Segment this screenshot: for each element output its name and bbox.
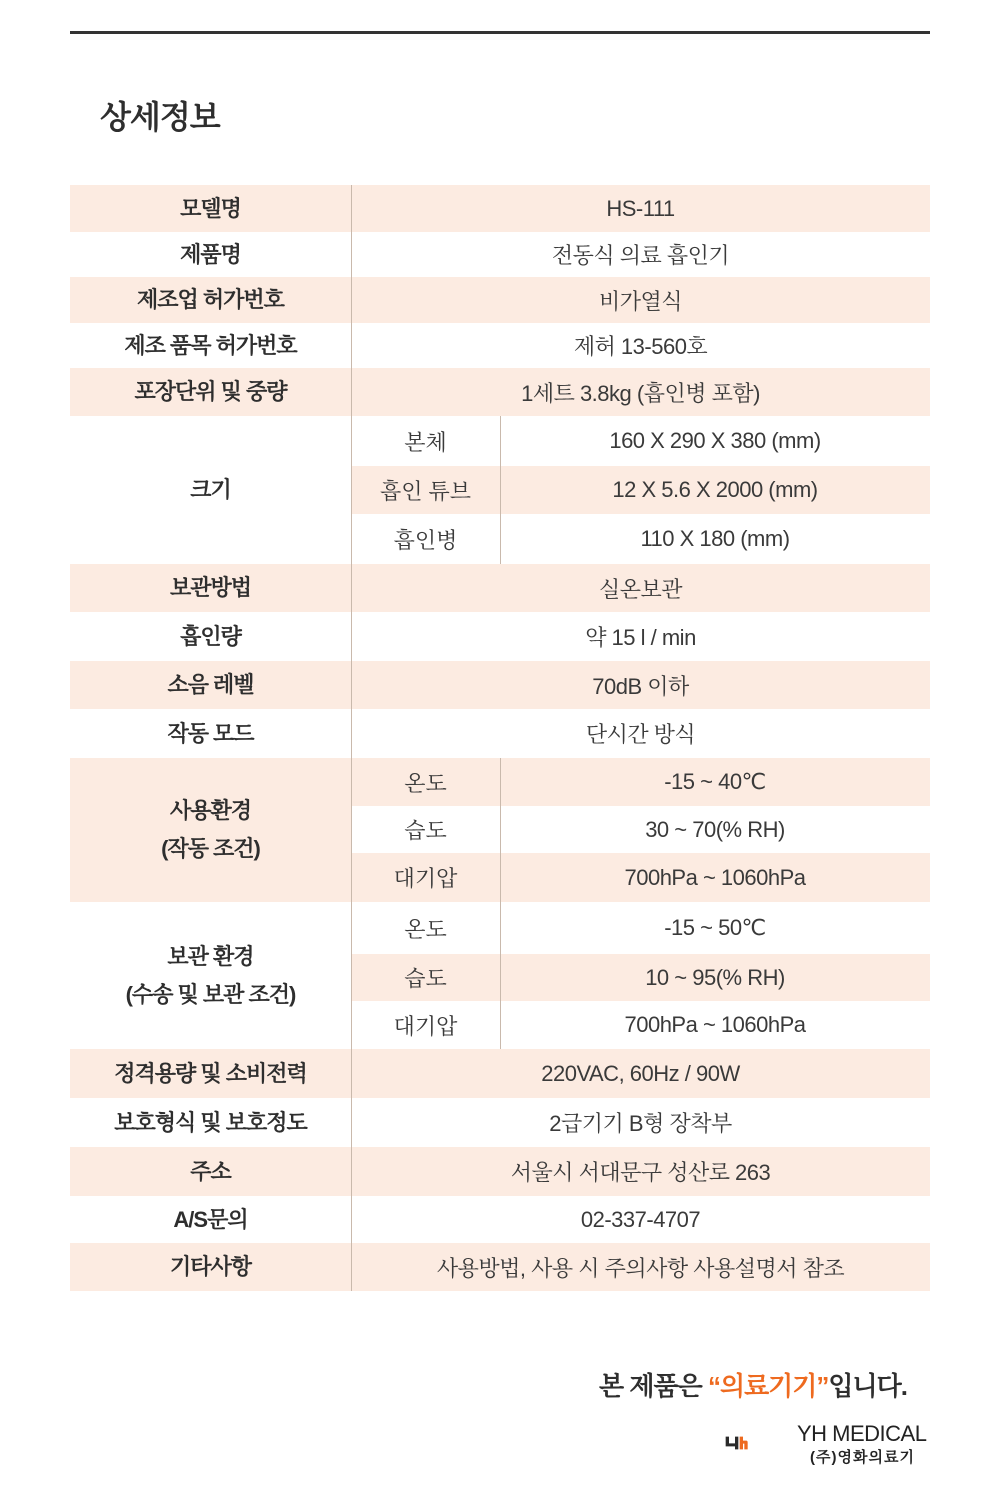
spec-label: 포장단위 및 중량: [134, 379, 287, 404]
spec-group-label-line1: 사용환경: [169, 798, 251, 823]
spec-subrow: [351, 954, 930, 1001]
spec-row-product: [70, 232, 930, 277]
spec-row-address: [70, 1147, 930, 1196]
spec-subrow: [351, 416, 930, 466]
spec-row-item-license: [70, 323, 930, 368]
medical-device-notice: [599, 1366, 907, 1403]
spec-sublabel: 온도: [404, 916, 447, 942]
spec-group-size: [70, 416, 930, 564]
notice-highlight: “의료기기”: [707, 1371, 829, 1401]
spec-subrow: [351, 1001, 930, 1049]
spec-value: 단시간 방식: [585, 722, 696, 747]
spec-row-mode: [70, 709, 930, 758]
spec-sublabel: 습도: [404, 818, 447, 843]
spec-row-protection: [70, 1098, 930, 1147]
spec-table: [70, 185, 930, 1291]
spec-group-label: [70, 758, 351, 902]
spec-label: 보관방법: [169, 575, 251, 600]
spec-value: 220VAC, 60Hz / 90W: [541, 1060, 740, 1086]
spec-subvalue: 10 ~ 95(% RH): [645, 964, 785, 990]
spec-group-operating-env: [70, 758, 930, 902]
spec-label: 정격용량 및 소비전력: [114, 1060, 307, 1086]
spec-value: 사용방법, 사용 시 주의사항 사용설명서 참조: [436, 1255, 845, 1281]
spec-subvalue: 12 X 5.6 X 2000 (mm): [612, 477, 818, 502]
spec-subvalue: 700hPa ~ 1060hPa: [624, 1012, 806, 1037]
spec-label: 보호형식 및 보호정도: [114, 1109, 307, 1135]
spec-value: 서울시 서대문구 성산로 263: [510, 1160, 771, 1185]
spec-subrow: [351, 902, 930, 954]
spec-sublabel: 온도: [404, 770, 447, 796]
spec-row-model: [70, 185, 930, 232]
spec-row-suction: [70, 612, 930, 661]
spec-sublabel: 대기압: [393, 1013, 458, 1039]
spec-subrow: [351, 758, 930, 806]
spec-subrow: [351, 853, 930, 902]
spec-value: 실온보관: [598, 576, 682, 602]
spec-row-package: [70, 368, 930, 416]
spec-label: 주소: [190, 1158, 231, 1184]
spec-label: 소음 레벨: [167, 672, 254, 697]
spec-subvalue: 700hPa ~ 1060hPa: [624, 864, 806, 890]
spec-group-label: [70, 902, 351, 1049]
spec-group-storage-env: [70, 902, 930, 1049]
spec-label: 작동 모드: [167, 720, 254, 746]
spec-value: 1세트 3.8kg (흡인병 포함): [521, 380, 760, 406]
spec-value: 02-337-4707: [580, 1206, 701, 1232]
brand-name-kr: (주)영화의료기: [810, 1449, 915, 1466]
spec-group-label-line1: 보관 환경: [167, 943, 254, 969]
spec-label: 기타사항: [169, 1254, 251, 1279]
page-title: 상세정보: [100, 99, 220, 135]
spec-row-power: [70, 1049, 930, 1098]
spec-row-etc: [70, 1243, 930, 1291]
spec-group-label-line2: (작동 조건): [161, 836, 260, 861]
brand-name-en: YH MEDICAL: [797, 1421, 927, 1446]
spec-label: A/S문의: [173, 1206, 248, 1232]
spec-sublabel: 습도: [404, 966, 447, 991]
spec-sublabel: 대기압: [393, 866, 458, 891]
spec-sublabel: 흡인병: [393, 527, 458, 553]
spec-row-mfg-license: [70, 277, 930, 323]
spec-row-storage-method: [70, 564, 930, 612]
spec-label: 모델명: [180, 195, 241, 221]
spec-subrow: [351, 466, 930, 514]
spec-value: 70dB 이하: [592, 673, 689, 699]
spec-subvalue: -15 ~ 50℃: [664, 915, 766, 940]
spec-group-label: 크기: [70, 416, 351, 564]
spec-value: 2급기기 B형 장착부: [549, 1111, 732, 1136]
notice-suffix: 입니다.: [828, 1371, 907, 1401]
spec-subrow: [351, 806, 930, 853]
spec-subvalue: 110 X 180 (mm): [640, 526, 790, 551]
spec-row-as: [70, 1196, 930, 1243]
spec-label: 제조 품목 허가번호: [124, 332, 297, 358]
spec-subvalue: 30 ~ 70(% RH): [645, 816, 785, 842]
spec-value: 약 15 l / min: [585, 625, 696, 650]
spec-value: 전동식 의료 흡인기: [551, 243, 730, 268]
yh-medical-logo-icon: [725, 1422, 795, 1464]
spec-subrow: [351, 514, 930, 564]
spec-value: 제허 13-560호: [573, 334, 708, 359]
spec-label: 제품명: [180, 241, 241, 267]
spec-subvalue: 160 X 290 X 380 (mm): [609, 428, 821, 453]
notice-prefix: 본 제품은: [599, 1371, 708, 1401]
spec-subvalue: -15 ~ 40℃: [664, 769, 766, 794]
top-divider: [70, 31, 930, 34]
spec-group-label-line2: (수송 및 보관 조건): [125, 981, 296, 1007]
spec-row-noise: [70, 661, 930, 709]
spec-value: 비가열식: [598, 288, 682, 314]
spec-value: HS-111: [606, 195, 675, 221]
spec-label: 제조업 허가번호: [137, 287, 284, 312]
spec-label: 흡인량: [180, 623, 241, 649]
spec-sublabel: 흡인 튜브: [379, 478, 472, 504]
spec-sublabel: 본체: [404, 429, 447, 455]
